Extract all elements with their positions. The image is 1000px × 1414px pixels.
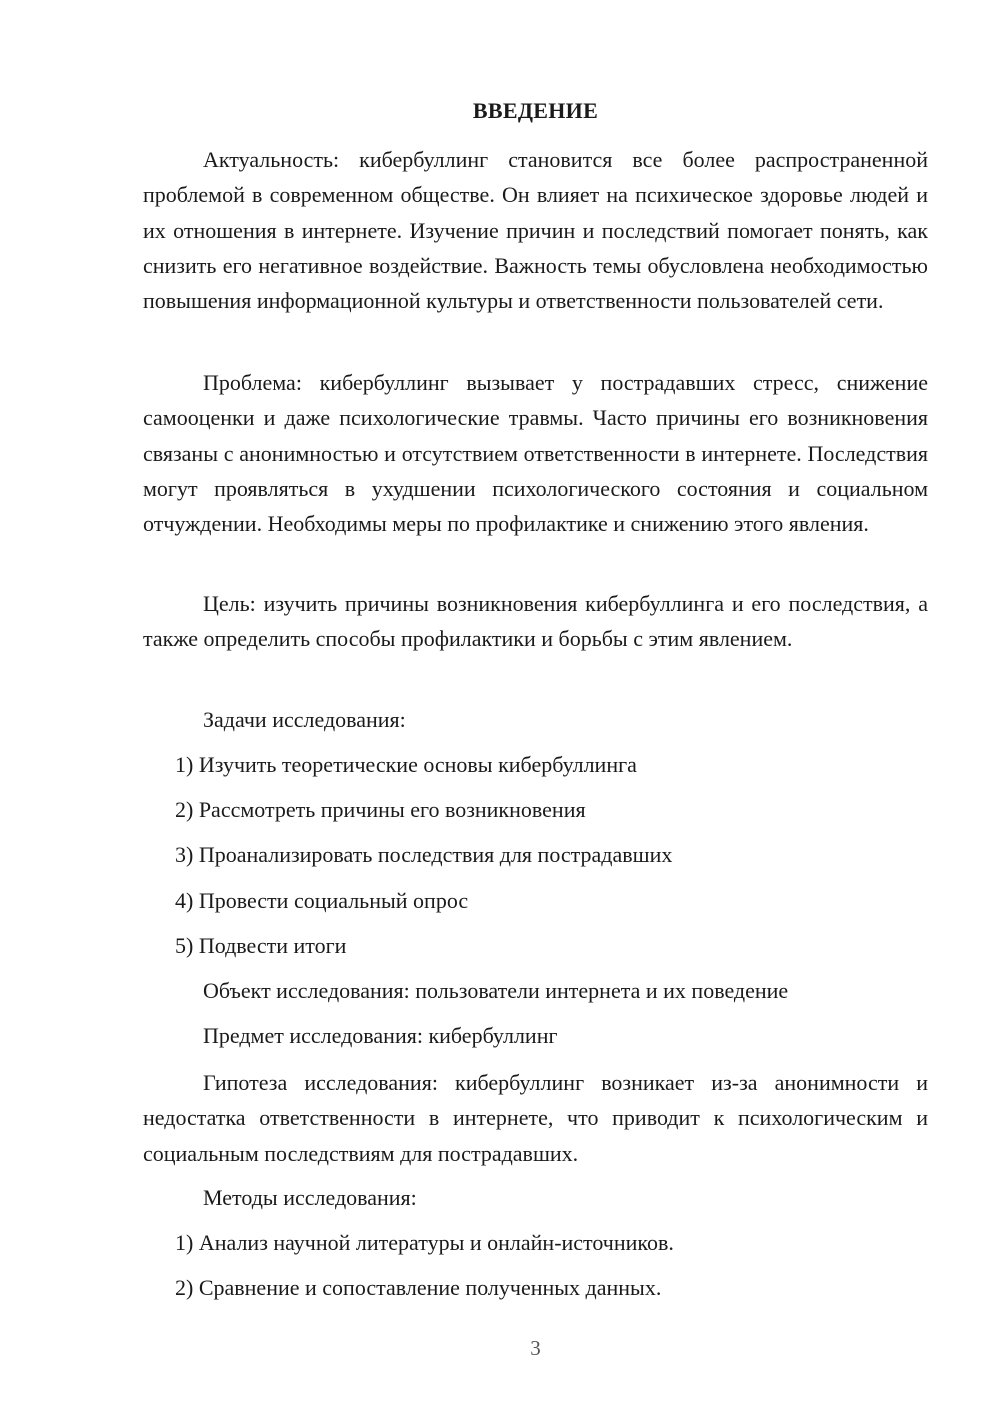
research-object: Объект исследования: пользователи интернета и их поведение	[203, 978, 789, 1003]
paragraph-problem: Проблема: кибербуллинг вызывает у пострадавших стресс, снижение самооценки и даже психологические травмы. Часто причины его возникновения связаны с анонимностью и отсутствием ответственности в интернете. Последствия могут проявляться в ухудшении психологического состояния и социальном отчуждении. Необходимы меры по профилактике и снижению этого явления.	[143, 370, 928, 537]
research-subject: Предмет исследования: кибербуллинг	[203, 1023, 558, 1048]
method-item-1: 1) Анализ научной литературы и онлайн-источников.	[175, 1230, 674, 1255]
task-item-4: 4) Провести социальный опрос	[175, 888, 469, 913]
paragraph-hypothesis: Гипотеза исследования: кибербуллинг возникает из-за анонимности и недостатка ответственности в интернете, что приводит к психологическим и социальным последствиям для пострадавших.	[143, 1070, 928, 1166]
task-item-2: 2) Рассмотреть причины его возникновения	[175, 797, 586, 822]
task-item-5: 5) Подвести итоги	[175, 933, 347, 958]
paragraph-relevance: Актуальность: кибербуллинг становится все более распространенной проблемой в современном обществе. Он влияет на психическое здоровье людей и их отношения в интернете. Изучение причин и последствий помогает понять, как снизить его негативное воздействие. Важность темы обусловлена необходимостью повышения информационной культуры и ответственности пользователей сети.	[143, 147, 928, 314]
task-item-3: 3) Проанализировать последствия для пострадавших	[175, 842, 673, 867]
task-item-1: 1) Изучить теоретические основы кибербуллинга	[175, 752, 637, 777]
tasks-heading: Задачи исследования:	[203, 707, 406, 732]
page-number: 3	[530, 1336, 541, 1360]
paragraph-goal: Цель: изучить причины возникновения кибербуллинга и его последствия, а также определить способы профилактики и борьбы с этим явлением.	[143, 591, 928, 652]
section-title: ВВЕДЕНИЕ	[472, 98, 599, 123]
document-page	[143, 0, 928, 1414]
methods-heading: Методы исследования:	[203, 1185, 417, 1210]
method-item-2: 2) Сравнение и сопоставление полученных данных.	[175, 1275, 662, 1300]
